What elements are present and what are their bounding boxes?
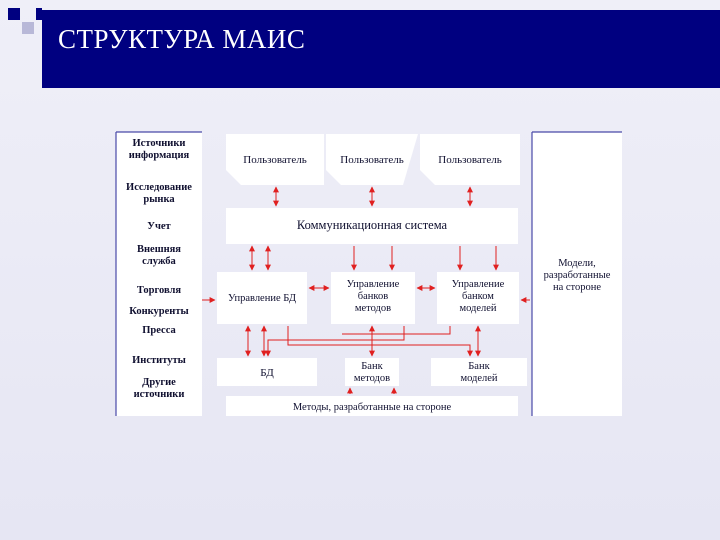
model-bank-line-2: моделей [460,373,498,384]
method-bank-line-2: методов [353,373,391,384]
source-item-8: Институты [132,355,186,366]
right-panel [532,132,622,416]
source-item-9-line-1: Другие [142,377,176,388]
source-item-4-line-2: служба [142,256,176,267]
user-boxes [226,134,520,185]
db-label: БД [260,367,274,379]
source-item-4-line-1: Внешняя [137,244,181,255]
user-label-3: Пользователь [438,154,502,166]
model-bank-management-line-3: моделей [459,303,497,314]
method-bank-management-line-1: Управление [346,279,400,290]
model-bank-management-line-2: банком [462,291,494,302]
model-bank-management-line-1: Управление [451,279,505,290]
source-item-3: Учет [147,221,171,232]
user-label-1: Пользователь [243,154,307,166]
source-item-2-line-2: рынка [143,194,175,205]
arrow-cross-modbank [372,345,470,356]
model-bank-line-1: Банк [468,361,490,372]
slide-title: СТРУКТУРА МАИС [58,24,306,54]
left-panel-box [116,132,202,416]
source-item-2-line-1: Исследование [126,182,192,193]
comm-system-label: Коммуникационная система [296,218,448,232]
method-bank-management-line-2: банков [357,291,389,302]
user-label-2: Пользователь [340,154,404,166]
arrow-modmgmt-cross [342,326,450,334]
external-models-line-2: разработанные [543,270,611,281]
source-item-6: Конкуренты [129,306,189,317]
external-models-line-3: на стороне [552,282,602,293]
external-models-line-1: Модели, [558,258,596,269]
source-item-9-line-2: источники [133,389,185,400]
left-panel [116,132,202,416]
source-item-1-line-1: Источники [132,138,186,149]
source-item-1-line-2: информация [128,150,190,161]
source-item-7: Пресса [142,325,176,336]
db-management-label: Управление БД [227,293,297,304]
method-bank-management-line-3: методов [354,303,392,314]
source-item-5: Торговля [136,285,182,296]
method-bank-line-1: Банк [361,361,383,372]
arrow-dbmgmt-cross [288,326,372,345]
external-methods-label: Методы, разработанные на стороне [292,402,452,413]
